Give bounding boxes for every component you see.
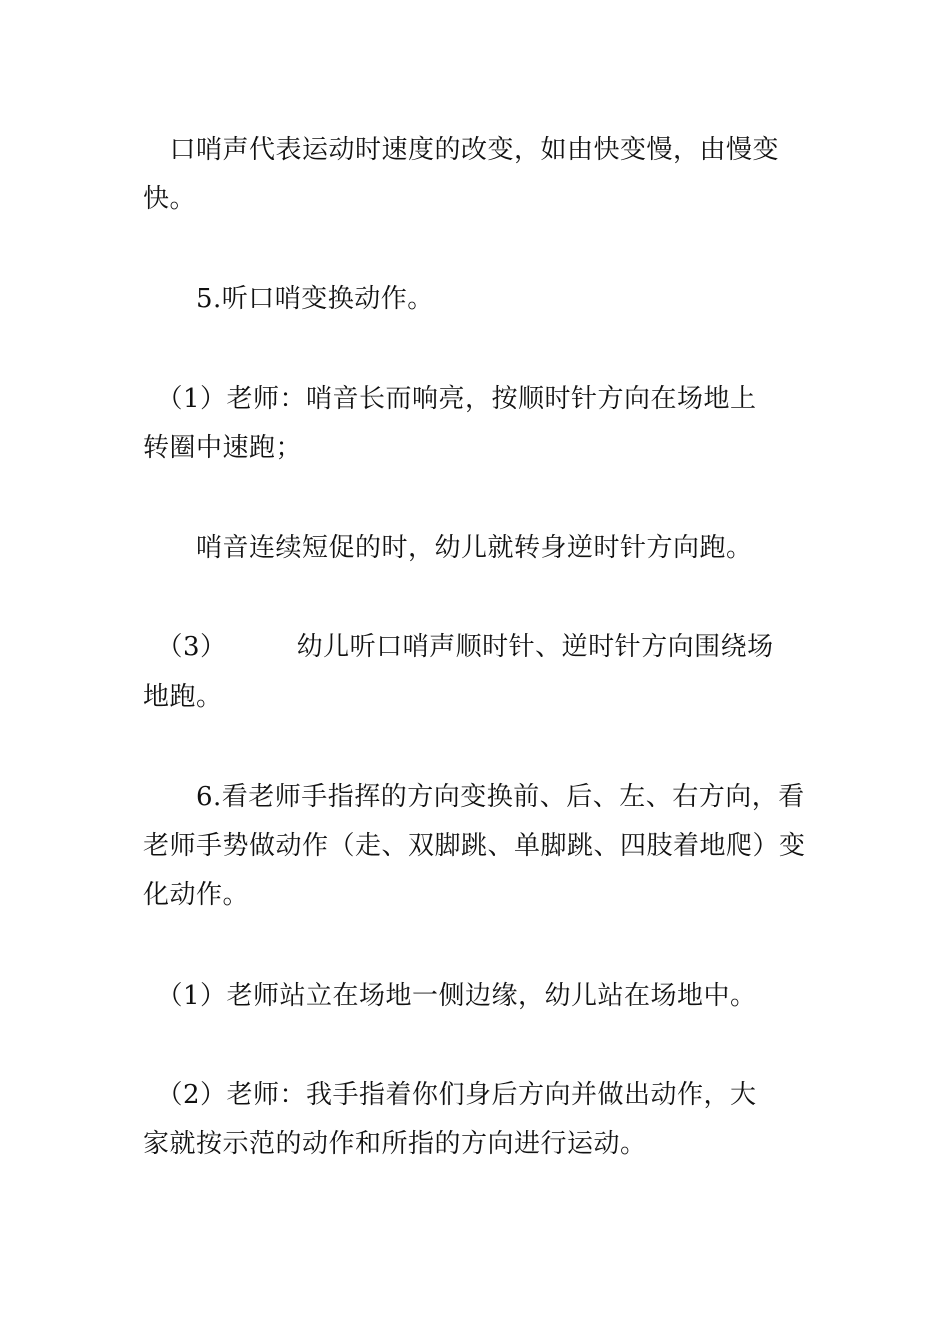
paragraph-7-line-1: （1）老师站立在场地一侧边缘，幼儿站在场地中。: [143, 981, 757, 1011]
paragraph-6-line-1: 6.看老师手指挥的方向变换前、后、左、右方向，看: [143, 782, 805, 812]
paragraph-1-line-1: 口哨声代表运动时速度的改变，如由快变慢，由慢变: [143, 135, 780, 165]
paragraph-6-line-3: 化动作。: [143, 880, 250, 910]
paragraph-6-line-2: 老师手势做动作（走、双脚跳、单脚跳、四肢着地爬）变: [143, 831, 806, 861]
paragraph-5-indent: [143, 632, 170, 662]
paragraph-3-line-1: （1）老师：哨音长而响亮，按顺时针方向在场地上: [143, 384, 757, 414]
paragraph-2-line-1: 5.听口哨变换动作。: [143, 284, 434, 314]
paragraph-1-line-2: 快。: [143, 184, 197, 214]
paragraph-8-line-2: 家就按示范的动作和所指的方向进行运动。: [143, 1129, 647, 1159]
paragraph-5-label: （3）: [169, 632, 227, 662]
paragraph-8-line-1: （2）老师：我手指着你们身后方向并做出动作，大: [143, 1080, 757, 1110]
paragraph-5-line-1: [143, 630, 813, 664]
paragraph-4-line-1: 哨音连续短促的时，幼儿就转身逆时针方向跑。: [143, 533, 753, 563]
paragraph-3-line-2: 转圈中速跑；: [143, 433, 303, 463]
paragraph-5-line-2: 地跑。: [143, 682, 223, 712]
paragraph-5-text: 幼儿听口哨声顺时针、逆时针方向围绕场: [296, 632, 774, 662]
